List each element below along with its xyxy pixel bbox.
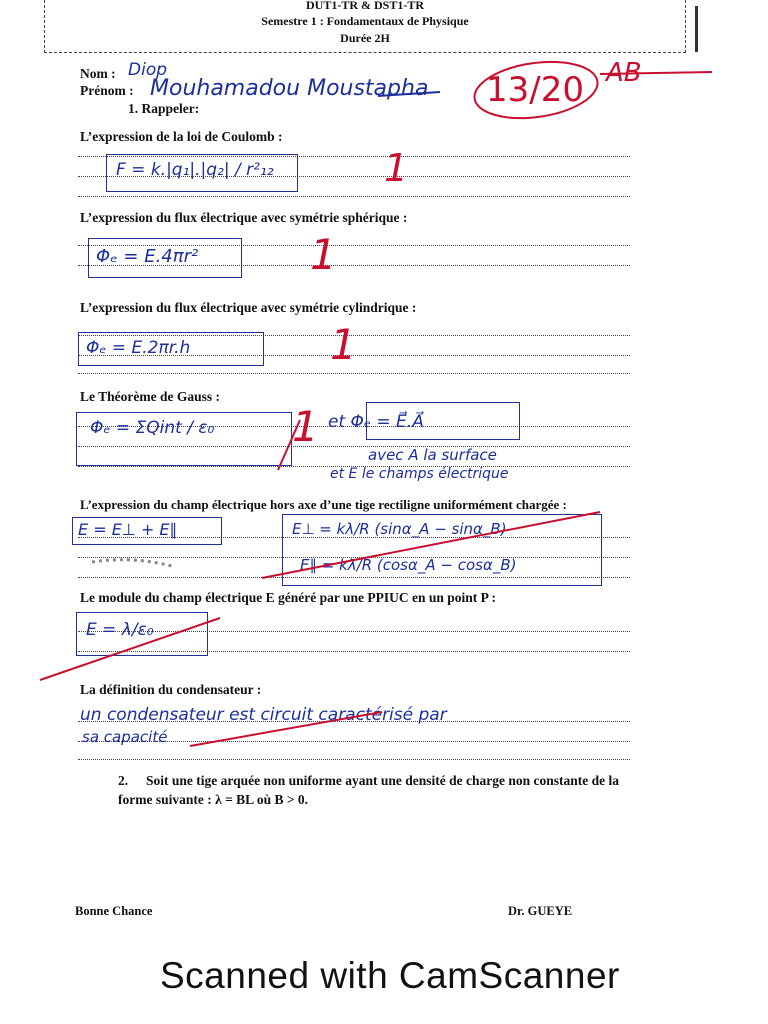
section-2-line-2: forme suivante : λ = BL où B > 0. [118,792,309,807]
nom-label: Nom : [80,66,116,81]
question-1-mark: 1 [384,146,409,190]
question-1-answer: F = k.|q₁|.|q₂| / r²₁₂ [116,160,274,180]
smudge-mark [92,560,172,566]
strike-name-diop [378,92,440,96]
strike-tige [262,512,600,578]
nom-value: Diop [128,60,168,80]
grade-initials: AB [606,58,642,88]
header-line-1: DUT1-TR & DST1-TR [305,0,424,12]
prenom-label: Prénom : [80,83,134,98]
question-3-mark: 1 [330,320,357,369]
footer-teacher: Dr. GUEYE [508,904,573,918]
grade-underline [600,72,712,74]
question-4-prompt: Le Théorème de Gauss : [80,389,220,404]
question-2-mark: 1 [310,230,337,279]
question-5-answer-2: E⊥ = kλ/R (sinα_A − sinα_B) [292,520,507,538]
camscanner-watermark: Scanned with CamScanner [160,955,620,996]
question-3-answer: Φₑ = E.2πr.h [86,338,191,358]
footer-greeting: Bonne Chance [75,904,153,918]
question-5-answer-3: E∥ = kλ/R (cosα_A − cosα_B) [300,556,517,574]
question-4-mark: 1 [292,402,319,451]
strike-ppiuc [40,618,220,680]
strike-gauss [278,420,300,470]
question-4-answer: Φₑ = ΣQint / ε₀ [90,418,215,438]
question-2-prompt: L’expression du flux électrique avec symétrie sphérique : [80,210,408,225]
question-7-prompt: La définition du condensateur : [80,682,262,697]
prenom-value: Mouhamadou Moustapha [150,76,429,101]
question-3-prompt: L’expression du flux électrique avec symétrie cylindrique : [80,300,417,315]
question-4-answer-2: et Φₑ = E⃗.A⃗ [328,412,424,432]
question-7-answer-2: sa capacité [82,728,168,746]
section-2-line-1: Soit une tige arquée non uniforme ayant une densité de charge non constante de la [146,773,620,788]
question-4-answer-4: et E le champs électrique [330,466,509,482]
question-6-prompt: Le module du champ électrique E généré par une PPIUC en un point P : [80,590,497,605]
section-2-number: 2. [118,773,129,788]
question-4-answer-3: avec A la surface [368,446,497,464]
grade-circle [471,55,601,126]
header-line-3: Durée 2H [340,31,390,45]
question-6-answer: E = λ/ε₀ [86,620,154,640]
strike-condensateur [190,712,382,746]
question-7-answer: un condensateur est circuit caractérisé par [80,705,447,725]
question-5-prompt: L’expression du champ électrique hors axe d’une tige rectiligne uniformément chargée : [80,497,567,512]
section-1-title: 1. Rappeler: [128,101,200,116]
question-2-answer: Φₑ = E.4πr² [96,246,199,267]
header-line-2: Semestre 1 : Fondamentaux de Physique [261,14,469,28]
grade-score: 13/20 [486,70,584,110]
question-5-answer: E = E⊥ + E∥ [78,520,178,539]
question-1-prompt: L’expression de la loi de Coulomb : [80,129,283,144]
